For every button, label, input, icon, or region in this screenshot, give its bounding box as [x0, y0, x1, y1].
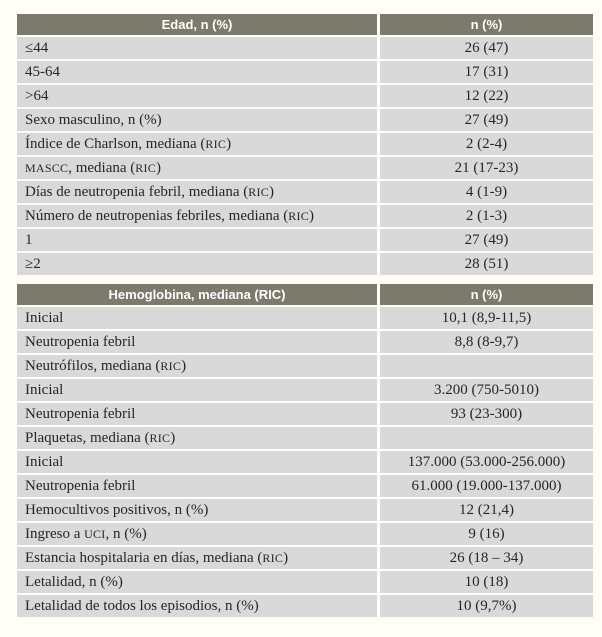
row-label-cell: Neutrófilos, mediana (RIC): [17, 355, 377, 377]
table-row: [17, 379, 593, 403]
row-label-cell: Inicial: [17, 379, 377, 401]
row-value-cell: 27 (49): [380, 229, 593, 251]
row-value-cell: 61.000 (19.000-137.000): [380, 475, 593, 497]
row-label-cell: Sexo masculino, n (%): [17, 109, 377, 131]
row-label-cell: Neutropenia febril: [17, 475, 377, 497]
row-label-cell: ≥2: [17, 253, 377, 275]
row-label-cell: ≤44: [17, 37, 377, 59]
row-label-cell: Plaquetas, mediana (RIC): [17, 427, 377, 449]
table-header-row: [17, 14, 593, 37]
table-row: [17, 85, 593, 109]
table-row: [17, 403, 593, 427]
row-value-cell: [380, 355, 593, 377]
row-value-cell: 17 (31): [380, 61, 593, 83]
table-row: [17, 523, 593, 547]
table-row: [17, 253, 593, 277]
row-value-cell: 93 (23-300): [380, 403, 593, 425]
row-label-cell: Índice de Charlson, mediana (RIC): [17, 133, 377, 155]
row-label-cell: Inicial: [17, 451, 377, 473]
row-value-cell: 27 (49): [380, 109, 593, 131]
row-label-cell: Letalidad, n (%): [17, 571, 377, 593]
row-label-cell: Estancia hospitalaria en días, mediana (RIC): [17, 547, 377, 569]
clinical-tables: [17, 14, 593, 619]
row-label-cell: Inicial: [17, 307, 377, 329]
row-label-cell: Letalidad de todos los episodios, n (%): [17, 595, 377, 617]
header-label-cell: Edad, n (%): [17, 14, 377, 35]
table-row: [17, 331, 593, 355]
row-value-cell: 2 (2-4): [380, 133, 593, 155]
row-value-cell: 137.000 (53.000-256.000): [380, 451, 593, 473]
table-row: [17, 61, 593, 85]
row-value-cell: 28 (51): [380, 253, 593, 275]
row-label-cell: MASCC, mediana (RIC): [17, 157, 377, 179]
row-value-cell: 2 (1-3): [380, 205, 593, 227]
header-value-cell: n (%): [380, 284, 593, 305]
table-row: [17, 37, 593, 61]
table-row: [17, 499, 593, 523]
row-label-cell: Número de neutropenias febriles, mediana (RIC): [17, 205, 377, 227]
row-label-cell: Ingreso a UCI, n (%): [17, 523, 377, 545]
row-value-cell: 10 (9,7%): [380, 595, 593, 617]
table-row: [17, 205, 593, 229]
table-row: [17, 547, 593, 571]
hemoglobina-table: [17, 284, 593, 619]
row-value-cell: 10,1 (8,9-11,5): [380, 307, 593, 329]
table-row: [17, 229, 593, 253]
row-label-cell: 45-64: [17, 61, 377, 83]
table-row: [17, 355, 593, 379]
row-label-cell: >64: [17, 85, 377, 107]
table-row: [17, 475, 593, 499]
header-value-cell: n (%): [380, 14, 593, 35]
table-row: [17, 157, 593, 181]
row-value-cell: 26 (47): [380, 37, 593, 59]
table-row: [17, 181, 593, 205]
row-value-cell: 4 (1-9): [380, 181, 593, 203]
table-row: [17, 595, 593, 619]
row-value-cell: 12 (21,4): [380, 499, 593, 521]
table-row: [17, 307, 593, 331]
table-row: [17, 571, 593, 595]
header-label-cell: Hemoglobina, mediana (RIC): [17, 284, 377, 305]
row-value-cell: [380, 427, 593, 449]
row-label-cell: Hemocultivos positivos, n (%): [17, 499, 377, 521]
row-value-cell: 9 (16): [380, 523, 593, 545]
table-header-row: [17, 284, 593, 307]
row-value-cell: 26 (18 – 34): [380, 547, 593, 569]
row-value-cell: 8,8 (8-9,7): [380, 331, 593, 353]
row-label-cell: Días de neutropenia febril, mediana (RIC): [17, 181, 377, 203]
row-value-cell: 12 (22): [380, 85, 593, 107]
row-value-cell: 10 (18): [380, 571, 593, 593]
table-row: [17, 109, 593, 133]
row-label-cell: Neutropenia febril: [17, 331, 377, 353]
row-label-cell: Neutropenia febril: [17, 403, 377, 425]
table-row: [17, 133, 593, 157]
row-value-cell: 3.200 (750-5010): [380, 379, 593, 401]
edad-table: [17, 14, 593, 277]
row-value-cell: 21 (17-23): [380, 157, 593, 179]
row-label-cell: 1: [17, 229, 377, 251]
table-row: [17, 451, 593, 475]
table-row: [17, 427, 593, 451]
